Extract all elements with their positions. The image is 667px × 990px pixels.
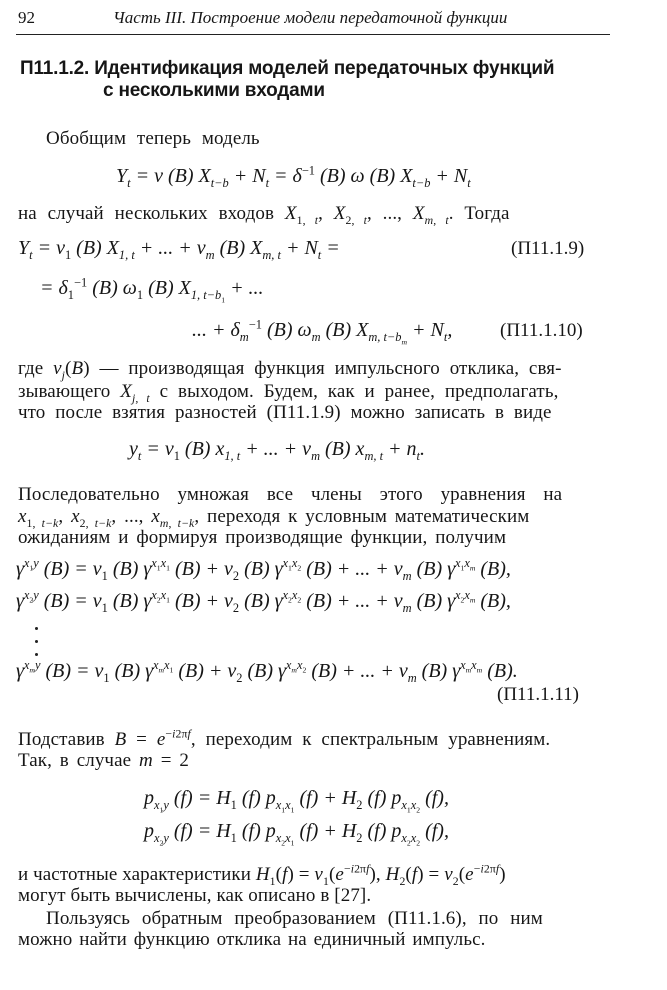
equation-10-number: (П11.1.10)	[500, 320, 583, 341]
section-heading-line1: П11.1.2. Идентификация моделей передаточных функций	[20, 58, 555, 79]
paragraph-inverse-line2: можно найти функцию отклика на единичный импульс.	[18, 929, 486, 950]
equation-11-row-m: $\gamma^{x_my}$ $(B) = v_1$ (B) $\gamma^{x_mx_1}$ $(B) + v_2$ (B) $\gamma^{x_mx_2}$ (B) + ... + $v_m$ (B) $\gamma^{x_mx_m}$ (B).	[16, 658, 518, 685]
equation-11-number: (П11.1.11)	[497, 684, 579, 705]
equation-spectral-1: $p_{x_1y}$ $(f) = H_1$ (f) $p_{x_1x_1}$ $(f) + H_2$ (f) $p_{x_1x_2}$ (f),	[144, 787, 449, 815]
equation-11-row2: $\gamma^{x_2y}$ $(B) = v_1$ (B) $\gamma^{x_2x_1}$ $(B) + v_2$ (B) $\gamma^{x_2x_2}$ (B) + ... + $v_m$ (B) $\gamma^{x_2x_m}$ (B),	[16, 588, 511, 615]
paragraph-multiply-line3: ожиданиям и формируя производящие функции, получим	[18, 527, 507, 548]
ellipsis-dot	[35, 627, 38, 630]
paragraph-impulse-line2: зывающего $X_{j, t}$ с выходом. Будем, как и ранее, предполагать,	[18, 381, 559, 405]
equation-model: $Y_t = v$ (B) $X_{t-b} + N_t = \delta^{-1}$ (B) ω (B) $X_{t-b} + N_t$	[116, 163, 471, 190]
ellipsis-dot	[35, 640, 38, 643]
ellipsis-dot	[35, 653, 38, 656]
paragraph-frequency-line1: и частотные характеристики $H_1(f) = v_1(e^{-i2\pi f})$, $H_2(f) = v_2(e^{-i2\pi f})$	[18, 862, 506, 888]
equation-11-row1: $\gamma^{x_1y}$ $(B) = v_1$ (B) $\gamma^{x_1x_1}$ $(B) + v_2$ (B) $\gamma^{x_1x_2}$ (B) + ... + $v_m$ (B) $\gamma^{x_1x_m}$ (B),	[16, 556, 511, 583]
page-number: 92	[18, 8, 35, 27]
equation-spectral-2: $p_{x_2y}$ $(f) = H_1$ (f) $p_{x_2x_1}$ $(f) + H_2$ (f) $p_{x_2x_2}$ (f),	[144, 820, 449, 848]
paragraph-inputs: на случай нескольких входов $X_{1, t}$, $X_{2, t}$, ..., $X_{m, t}$. Тогда	[18, 203, 510, 227]
paragraph-intro: Обобщим теперь модель	[46, 128, 260, 149]
paragraph-frequency-line2: могут быть вычислены, как описано в [27].	[18, 885, 372, 906]
equation-9-continued: = $\delta_1^{-1}$ (B) $\omega_1$ (B) $X_{1, t-b_1}$ + ...	[40, 275, 264, 305]
running-title: Часть III. Построение модели передаточной функции	[113, 8, 508, 27]
paragraph-impulse-line3: что после взятия разностей (П11.1.9) можно записать в виде	[18, 402, 552, 423]
paragraph-substitute-line1: Подставив $B = e^{-i2\pi f}$, переходим к спектральным уравнениям.	[18, 727, 551, 750]
paragraph-substitute-line2: Так, в случае m = 2	[18, 750, 189, 771]
equation-9-number: (П11.1.9)	[511, 238, 585, 259]
paragraph-multiply-line2: $x_{1, t-k}$, $x_{2, t-k}$, ..., $x_{m, t-k}$, переходя к условным математическим	[18, 506, 530, 530]
paragraph-inverse-line1: Пользуясь обратным преобразованием (П11.1.6), по ним	[46, 908, 543, 929]
equation-9: $Y_t = v_1$ (B) $X_{1, t}$ + ... + $v_m$ (B) $X_{m, t} + N_t$ =	[18, 237, 340, 262]
equation-differenced: $y_t = v_1$ (B) $x_{1, t}$ + ... + $v_m$ (B) $x_{m, t} + n_t$.	[129, 438, 425, 463]
paragraph-impulse-line1: где $v_j(B)$ — производящая функция импульсного отклика, свя-	[18, 358, 562, 382]
section-heading-line2: с несколькими входами	[103, 80, 325, 101]
paragraph-multiply-line1: Последовательно умножая все члены этого уравнения на	[18, 484, 563, 505]
header-rule	[16, 34, 610, 35]
equation-10: ... + $\delta_m^{-1}$ (B) $\omega_m$ (B) $X_{m, t-b_m} + N_t$,	[192, 317, 453, 347]
